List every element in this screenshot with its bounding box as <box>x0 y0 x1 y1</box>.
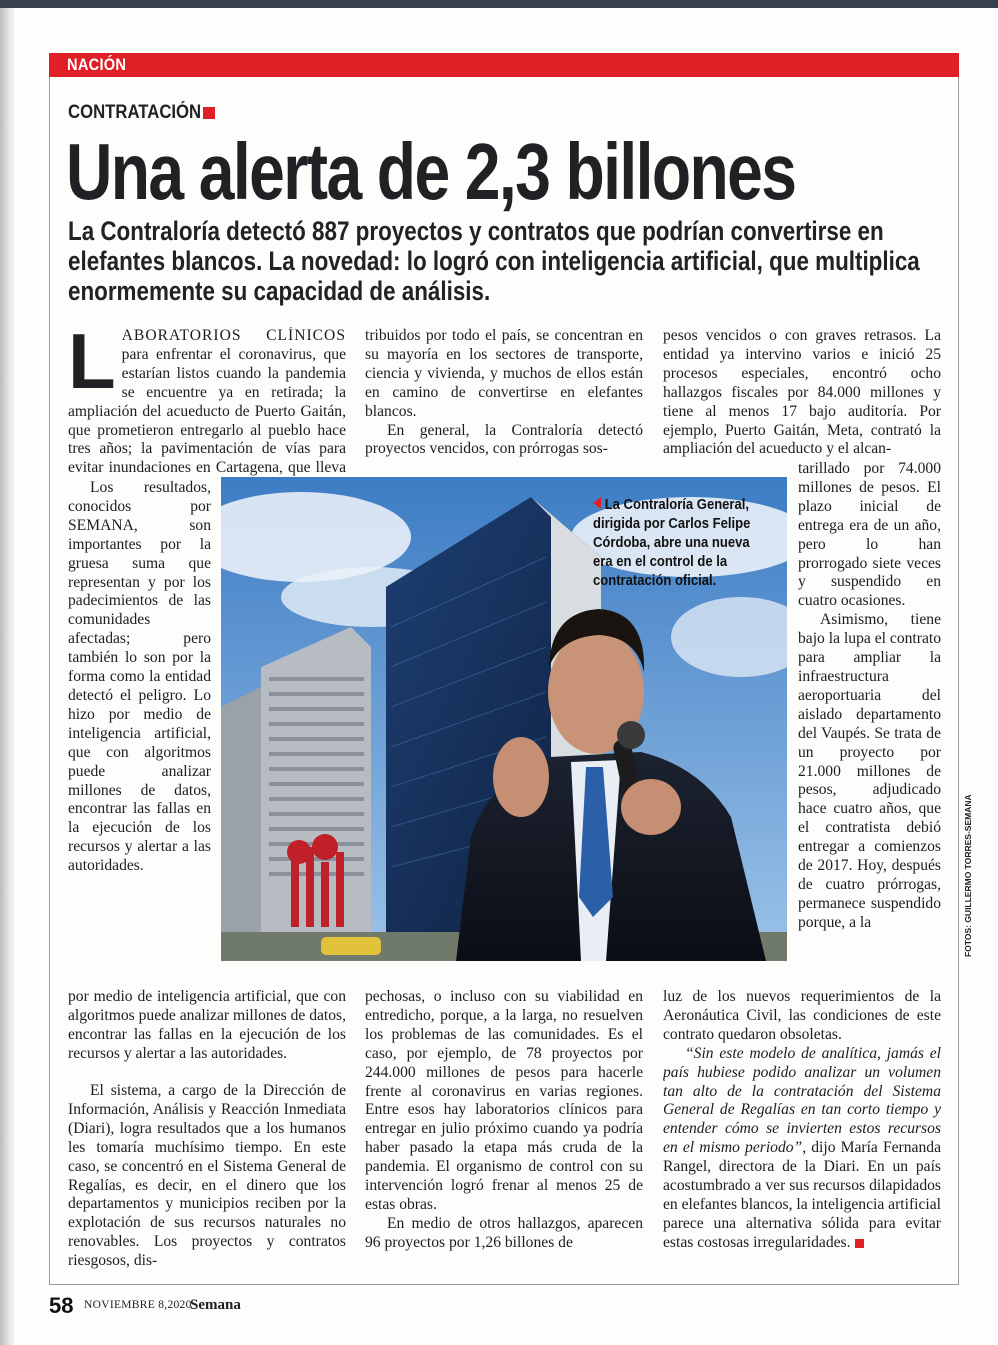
column-2-bottom <box>365 988 643 1273</box>
magazine-name: Semana <box>190 1297 241 1313</box>
section-label: NACIÓN <box>67 55 127 74</box>
caption-arrow-icon <box>593 497 601 509</box>
col2-paragraph-1: tribuidos por todo el país, se concentran en su mayoría en los sectores de transporte, ciencia y vivienda, y muchos de ellos están en camino de convertirse en elefantes blancos. <box>365 327 643 420</box>
issue-date: NOVIEMBRE 8,2020 <box>84 1299 192 1311</box>
section-bar <box>49 53 959 77</box>
column-1-bridge <box>68 988 346 1082</box>
col1-bridge-text: por medio de inteligencia artificial, que con algoritmos puede analizar millones de datos, encontrar las fallas en la ejecución de los recursos y alertar a las autoridades. <box>68 988 346 1062</box>
top-edge-bar <box>0 0 998 8</box>
col1-paragraph-1: ABORATORIOS CLÍNICOS para enfrentar el coronavirus, que estarían listos cuando la pandemia se encuentre ya en retirada; la ampliación del acueducto de Puerto Gaitán, que prometieron entregarlo al pueblo hace tres años; la pavimentación de vías para evitar inundaciones en Cartagena, que lleva <box>68 327 346 477</box>
headline: Una alerta de 2,3 billones <box>66 127 796 216</box>
column-2-top <box>365 327 643 461</box>
col3-quote: “Sin este modelo de analítica, jamás el país hubiese podido analizar un volumen tan alto de la contratación del Sistema General de Regalías en tan corto tiempo y entender cómo se invierten estos recursos en el mismo periodo”, <box>663 1044 941 1157</box>
end-mark-icon <box>855 1239 864 1248</box>
kicker: CONTRATACIÓN <box>68 102 202 123</box>
column-3-top <box>663 327 941 461</box>
col2-paragraph-4: En medio de otros hallazgos, aparecen 96 proyectos por 1,26 billones de <box>365 1214 643 1251</box>
column-3-side <box>798 460 941 988</box>
col3-paragraph-1: pesos vencidos o con graves retrasos. La entidad ya intervino varios e inició 25 procesos especiales, encontró ocho hallazgos fiscales por 84.000 millones y tiene al menos 17 bajo auditoría. Por ejemplo, Puerto Gaitán, Meta, contrató la ampliación del acueducto y el alcan- <box>663 327 941 458</box>
kicker-marker-icon <box>203 107 215 119</box>
col1-paragraph-3: El sistema, a cargo de la Dirección de Información, Análisis y Reacción Inmediata (Diari), logra resultados que a los humanos les tomaría muchísimo tiempo. En este caso, se concentró en el Sistema General de Regalías, es decir, en el dinero que los departamentos y municipios reciben por la explotación de sus recursos naturales no renovables. Los proyectos y contratos riesgosos, dis- <box>68 1082 346 1270</box>
col1-paragraph-2: Los resultados, conocidos por SEMANA, son importantes por la gruesa suma que representan y por los padecimientos de las comunidades afectadas; pero también lo son por la forma como la entidad detectó el peligro. Lo hizo por medio de inteligencia artificial, que con algoritmos puede analizar millones de datos, encontrar las fallas en la ejecución de los recursos y alertar a las autoridades. <box>68 479 211 875</box>
col3-paragraph-1-cont: tarillado por 74.000 millones de pesos. El plazo inicial de entrega era de un año, pero lo han prorrogado siete veces y suspendido en cuatro ocasiones. <box>798 460 941 610</box>
column-3-bottom <box>663 988 941 1273</box>
column-1-top <box>68 327 346 479</box>
col2-paragraph-2: En general, la Contraloría detectó proyectos vencidos, con prórrogas sos- <box>365 421 643 458</box>
col3-paragraph-2: Asimismo, tiene bajo la lupa el contrato para ampliar la infraestructura aeroportuaria del aislado departamento del Vaupés. Se trata de un proyecto por 21.000 millones de pesos, adjudicado hace cuatro años, que el contratista debió entregar a comienzos de 2017. Hoy, después de cuatro prórrogas, permanece suspendido porque, a la <box>798 611 941 931</box>
drop-cap: L <box>68 327 116 405</box>
photo-credit: FOTOS: GUILLERMO TORRES-SEMANA <box>963 794 973 957</box>
col2-paragraph-3: pechosas, o incluso con su viabilidad en entredicho, porque, a la larga, no resuelven los problemas de las comunidades. Es el caso, por ejemplo, de 78 proyectos por 244.000 millones de pesos para hacerle frente al coronavirus en varias regiones. Entre esos hay laboratorios clínicos para entregar en julio próximo cuando ya podría haber pasado la etapa más cruda de la pandemia. El organismo de control con su intervención logró frenar al menos 25 de estas obras. <box>365 988 643 1213</box>
photo-caption: La Contraloría General, dirigida por Carlos Felipe Córdoba, abre una nueva era en el control de la contratación oficial. <box>593 497 751 589</box>
column-1-bottom <box>68 1082 346 1272</box>
page-spine-shadow <box>0 8 14 1345</box>
deck-subheadline: La Contraloría detectó 887 proyectos y contratos que podrían convertirse en elefantes blancos. La novedad: lo logró con inteligencia artificial, que multiplica enormemente su capacidad de análisis. <box>68 216 920 306</box>
col3-paragraph-3: “Sin este modelo de analítica, jamás el país hubiese podido analizar un volumen tan alto de la contratación del Sistema General de Regalías en tan corto tiempo y entender cómo se invierten estos recursos en el mismo periodo”, dijo María Fernanda Rangel, directora de la Diari. En un país acostumbrado a ver sus recursos dilapidados en elefantes blancos, la inteligencia artificial parece una alternativa sólida para evitar estas costosas irregularidades. <box>663 1044 941 1251</box>
page-number: 58 <box>49 1293 74 1318</box>
col3-paragraph-2-cont: luz de los nuevos requerimientos de la Aeronáutica Civil, las condiciones de este contrato quedaron obsoletas. <box>663 988 941 1043</box>
column-1-narrow-text <box>68 479 211 987</box>
